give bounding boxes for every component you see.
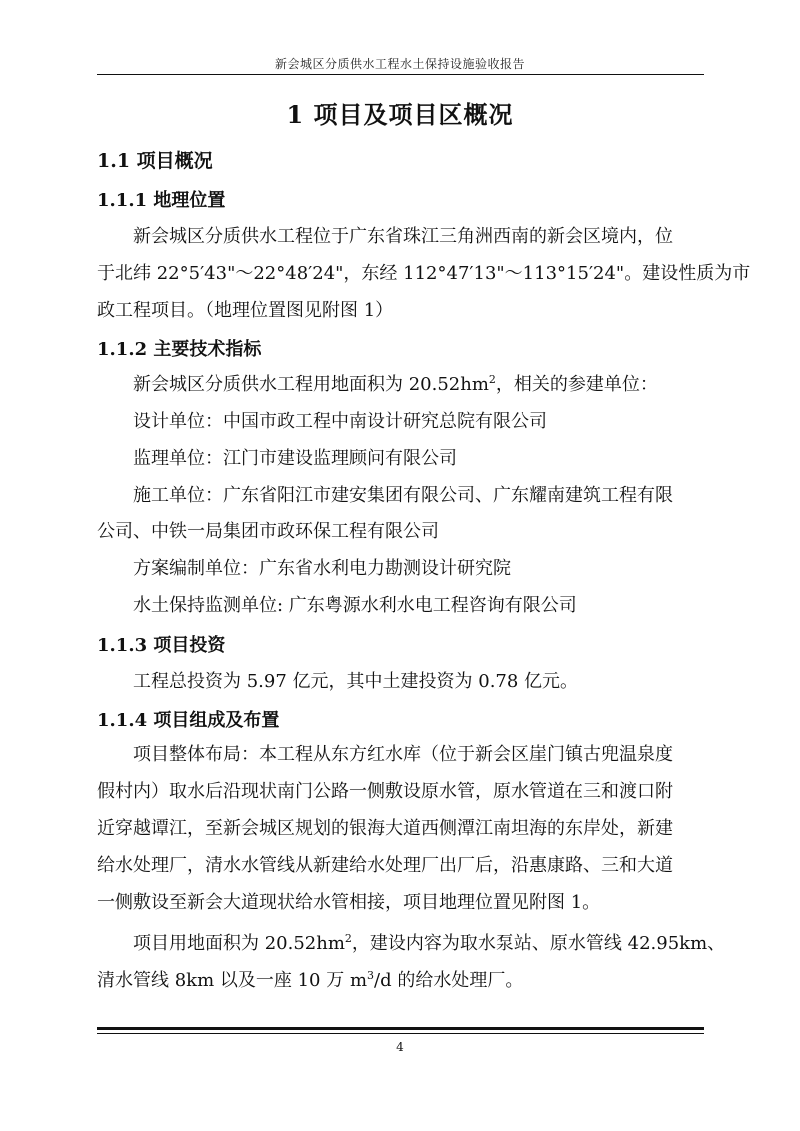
section-heading-1-1-4: 1.1.4 项目组成及布置	[97, 710, 280, 731]
paragraph-line: 假村内）取水后沿现状南门公路一侧敷设原水管，原水管道在三和渡口附	[97, 781, 673, 802]
section-heading-1-1-1: 1.1.1 地理位置	[97, 190, 226, 211]
paragraph-line: 政工程项目。（地理位置图见附图 1）	[97, 300, 394, 321]
area-text: 新会城区分质供水工程用地面积为 20.52hm	[133, 374, 489, 395]
paragraph-line: 于北纬 22°5′43"～22°48′24"，东经 112°47′13"～113°15′24"。建设性质为市	[97, 263, 751, 284]
paragraph-line: 一侧敷设至新会大道现状给水管相接，项目地理位置见附图 1。	[97, 892, 601, 913]
header-divider	[97, 74, 704, 75]
superscript: 2	[344, 932, 352, 945]
content-text: 清水管线 8km 以及一座 10 万 m	[97, 970, 368, 991]
superscript: 2	[488, 373, 496, 386]
supervision-unit: 监理单位：江门市建设监理顾问有限公司	[133, 448, 457, 469]
monitoring-unit: 水土保持监测单位: 广东粤源水利水电工程咨询有限公司	[133, 595, 577, 616]
section-heading-1-1: 1.1 项目概况	[97, 150, 213, 172]
design-unit: 设计单位：中国市政工程中南设计研究总院有限公司	[133, 411, 547, 432]
content-text-end: /d 的给水处理厂。	[374, 970, 524, 991]
section-heading-1-1-2: 1.1.2 主要技术指标	[97, 339, 262, 360]
paragraph-line	[133, 373, 658, 397]
plan-unit: 方案编制单位：广东省水利电力勘测设计研究院	[133, 558, 511, 579]
running-header: 新会城区分质供水工程水土保持设施验收报告	[274, 57, 525, 71]
page-number: 4	[396, 1040, 404, 1054]
superscript: 3	[367, 969, 375, 982]
construction-unit-cont: 公司、中铁一局集团市政环保工程有限公司	[97, 521, 439, 542]
area-text-end: ，相关的参建单位：	[495, 374, 658, 395]
paragraph-line: 近穿越谭江，至新会城区规划的银海大道西侧潭江南坦海的东岸处，新建	[97, 818, 673, 839]
content-text-end: ，建设内容为取水泵站、原水管线 42.95km、	[351, 933, 726, 954]
section-heading-1-1-3: 1.1.3 项目投资	[97, 635, 226, 656]
paragraph-line	[97, 969, 523, 993]
paragraph-line: 新会城区分质供水工程位于广东省珠江三角洲西南的新会区境内，位	[133, 226, 673, 247]
paragraph-line	[133, 932, 725, 956]
construction-unit: 施工单位：广东省阳江市建安集团有限公司、广东耀南建筑工程有限	[133, 485, 673, 506]
investment-text: 工程总投资为 5.97 亿元，其中土建投资为 0.78 亿元。	[133, 671, 579, 692]
paragraph-line: 项目整体布局：本工程从东方红水库（位于新会区崖门镇古兜温泉度	[133, 744, 673, 765]
footer-divider-thin	[97, 1033, 704, 1034]
chapter-title: 1 项目及项目区概况	[286, 100, 514, 129]
paragraph-line: 给水处理厂，清水水管线从新建给水处理厂出厂后，沿惠康路、三和大道	[97, 855, 673, 876]
content-text: 项目用地面积为 20.52hm	[133, 933, 345, 954]
footer-divider-thick	[97, 1027, 704, 1030]
